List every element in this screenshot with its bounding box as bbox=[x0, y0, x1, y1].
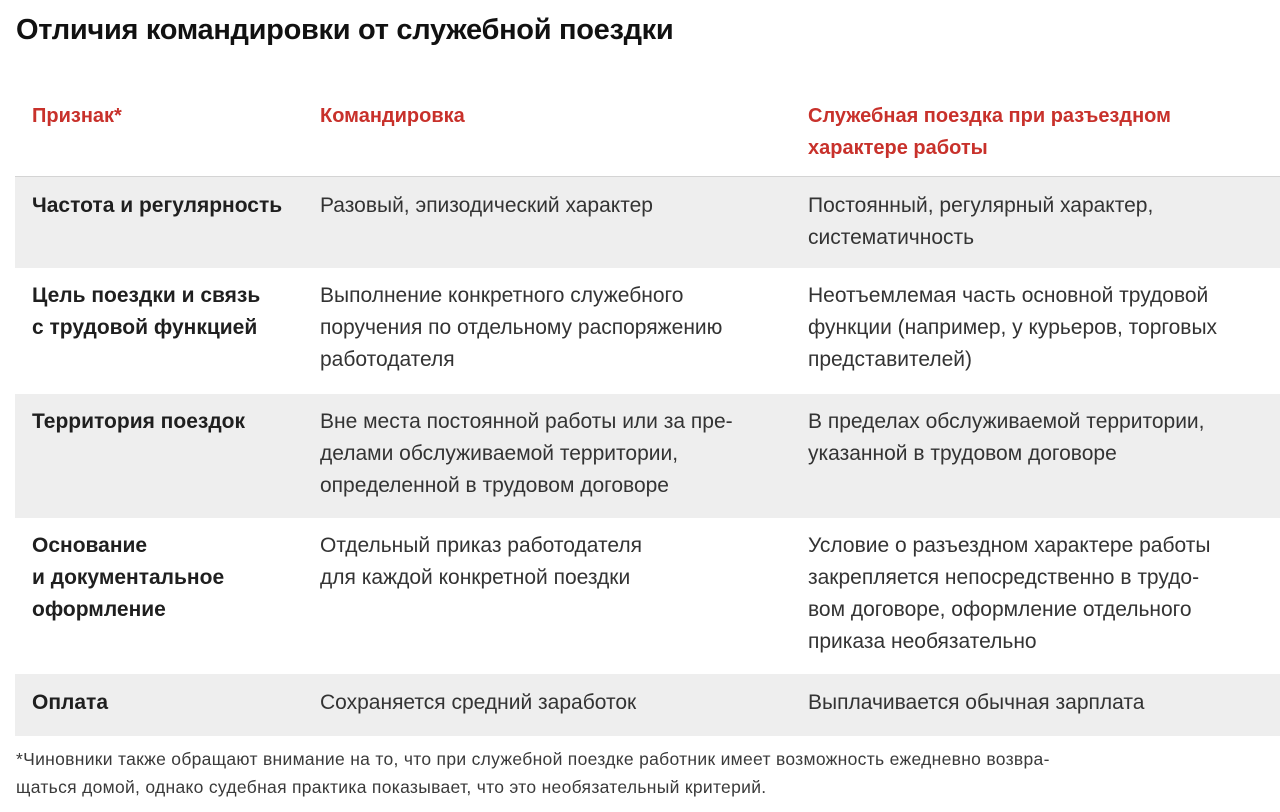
row-business-trip: Отдельный приказ работодателя для каждой конкретной поездки bbox=[320, 534, 642, 589]
row-business-trip: Выполнение конкретного служебного поручения по отдельному распоряжению работодателя bbox=[320, 284, 723, 371]
table-row bbox=[15, 674, 1280, 736]
table-row bbox=[15, 176, 1280, 268]
table-row bbox=[15, 518, 1280, 674]
header-feature: Признак* bbox=[32, 105, 122, 127]
row-service-trip: В пределах обслуживаемой территории, указанной в трудовом договоре bbox=[808, 410, 1205, 465]
row-business-trip: Разовый, эпизодический характер bbox=[320, 194, 653, 217]
page-title: Отличия командировки от служебной поездки bbox=[16, 14, 674, 46]
footnote: *Чиновники также обращают внимание на то, что при служебной поездке работник имеет возможность ежедневно возвра- щаться домой, однако судебная практика показывает, что это необязательный критерий. bbox=[16, 749, 1050, 797]
table-row bbox=[15, 394, 1280, 518]
row-feature: Основание и документальное оформление bbox=[32, 534, 225, 621]
table-row bbox=[15, 268, 1280, 394]
row-feature: Территория поездок bbox=[32, 410, 245, 433]
row-service-trip: Постоянный, регулярный характер, систематичность bbox=[808, 194, 1154, 249]
row-service-trip: Выплачивается обычная зарплата bbox=[808, 691, 1145, 714]
row-business-trip: Сохраняется средний заработок bbox=[320, 691, 637, 714]
comparison-table bbox=[15, 90, 1280, 736]
row-service-trip: Неотъемлемая часть основной трудовой функции (например, у курьеров, торговых представителей) bbox=[808, 284, 1218, 371]
row-feature: Цель поездки и связь с трудовой функцией bbox=[32, 284, 261, 339]
row-service-trip: Условие о разъездном характере работы закрепляется непосредственно в трудо- вом договоре, оформление отдельного приказа необязательно bbox=[808, 534, 1211, 653]
row-business-trip: Вне места постоянной работы или за пре- делами обслуживаемой территории, определенной в трудовом договоре bbox=[320, 410, 733, 497]
header-service-trip: Служебная поездка при разъездном характере работы bbox=[808, 105, 1171, 159]
header-divider bbox=[15, 176, 1280, 177]
header-business-trip: Командировка bbox=[320, 105, 465, 127]
row-feature: Оплата bbox=[32, 691, 109, 714]
table-header-row bbox=[15, 90, 1280, 176]
row-feature: Частота и регулярность bbox=[32, 194, 283, 217]
